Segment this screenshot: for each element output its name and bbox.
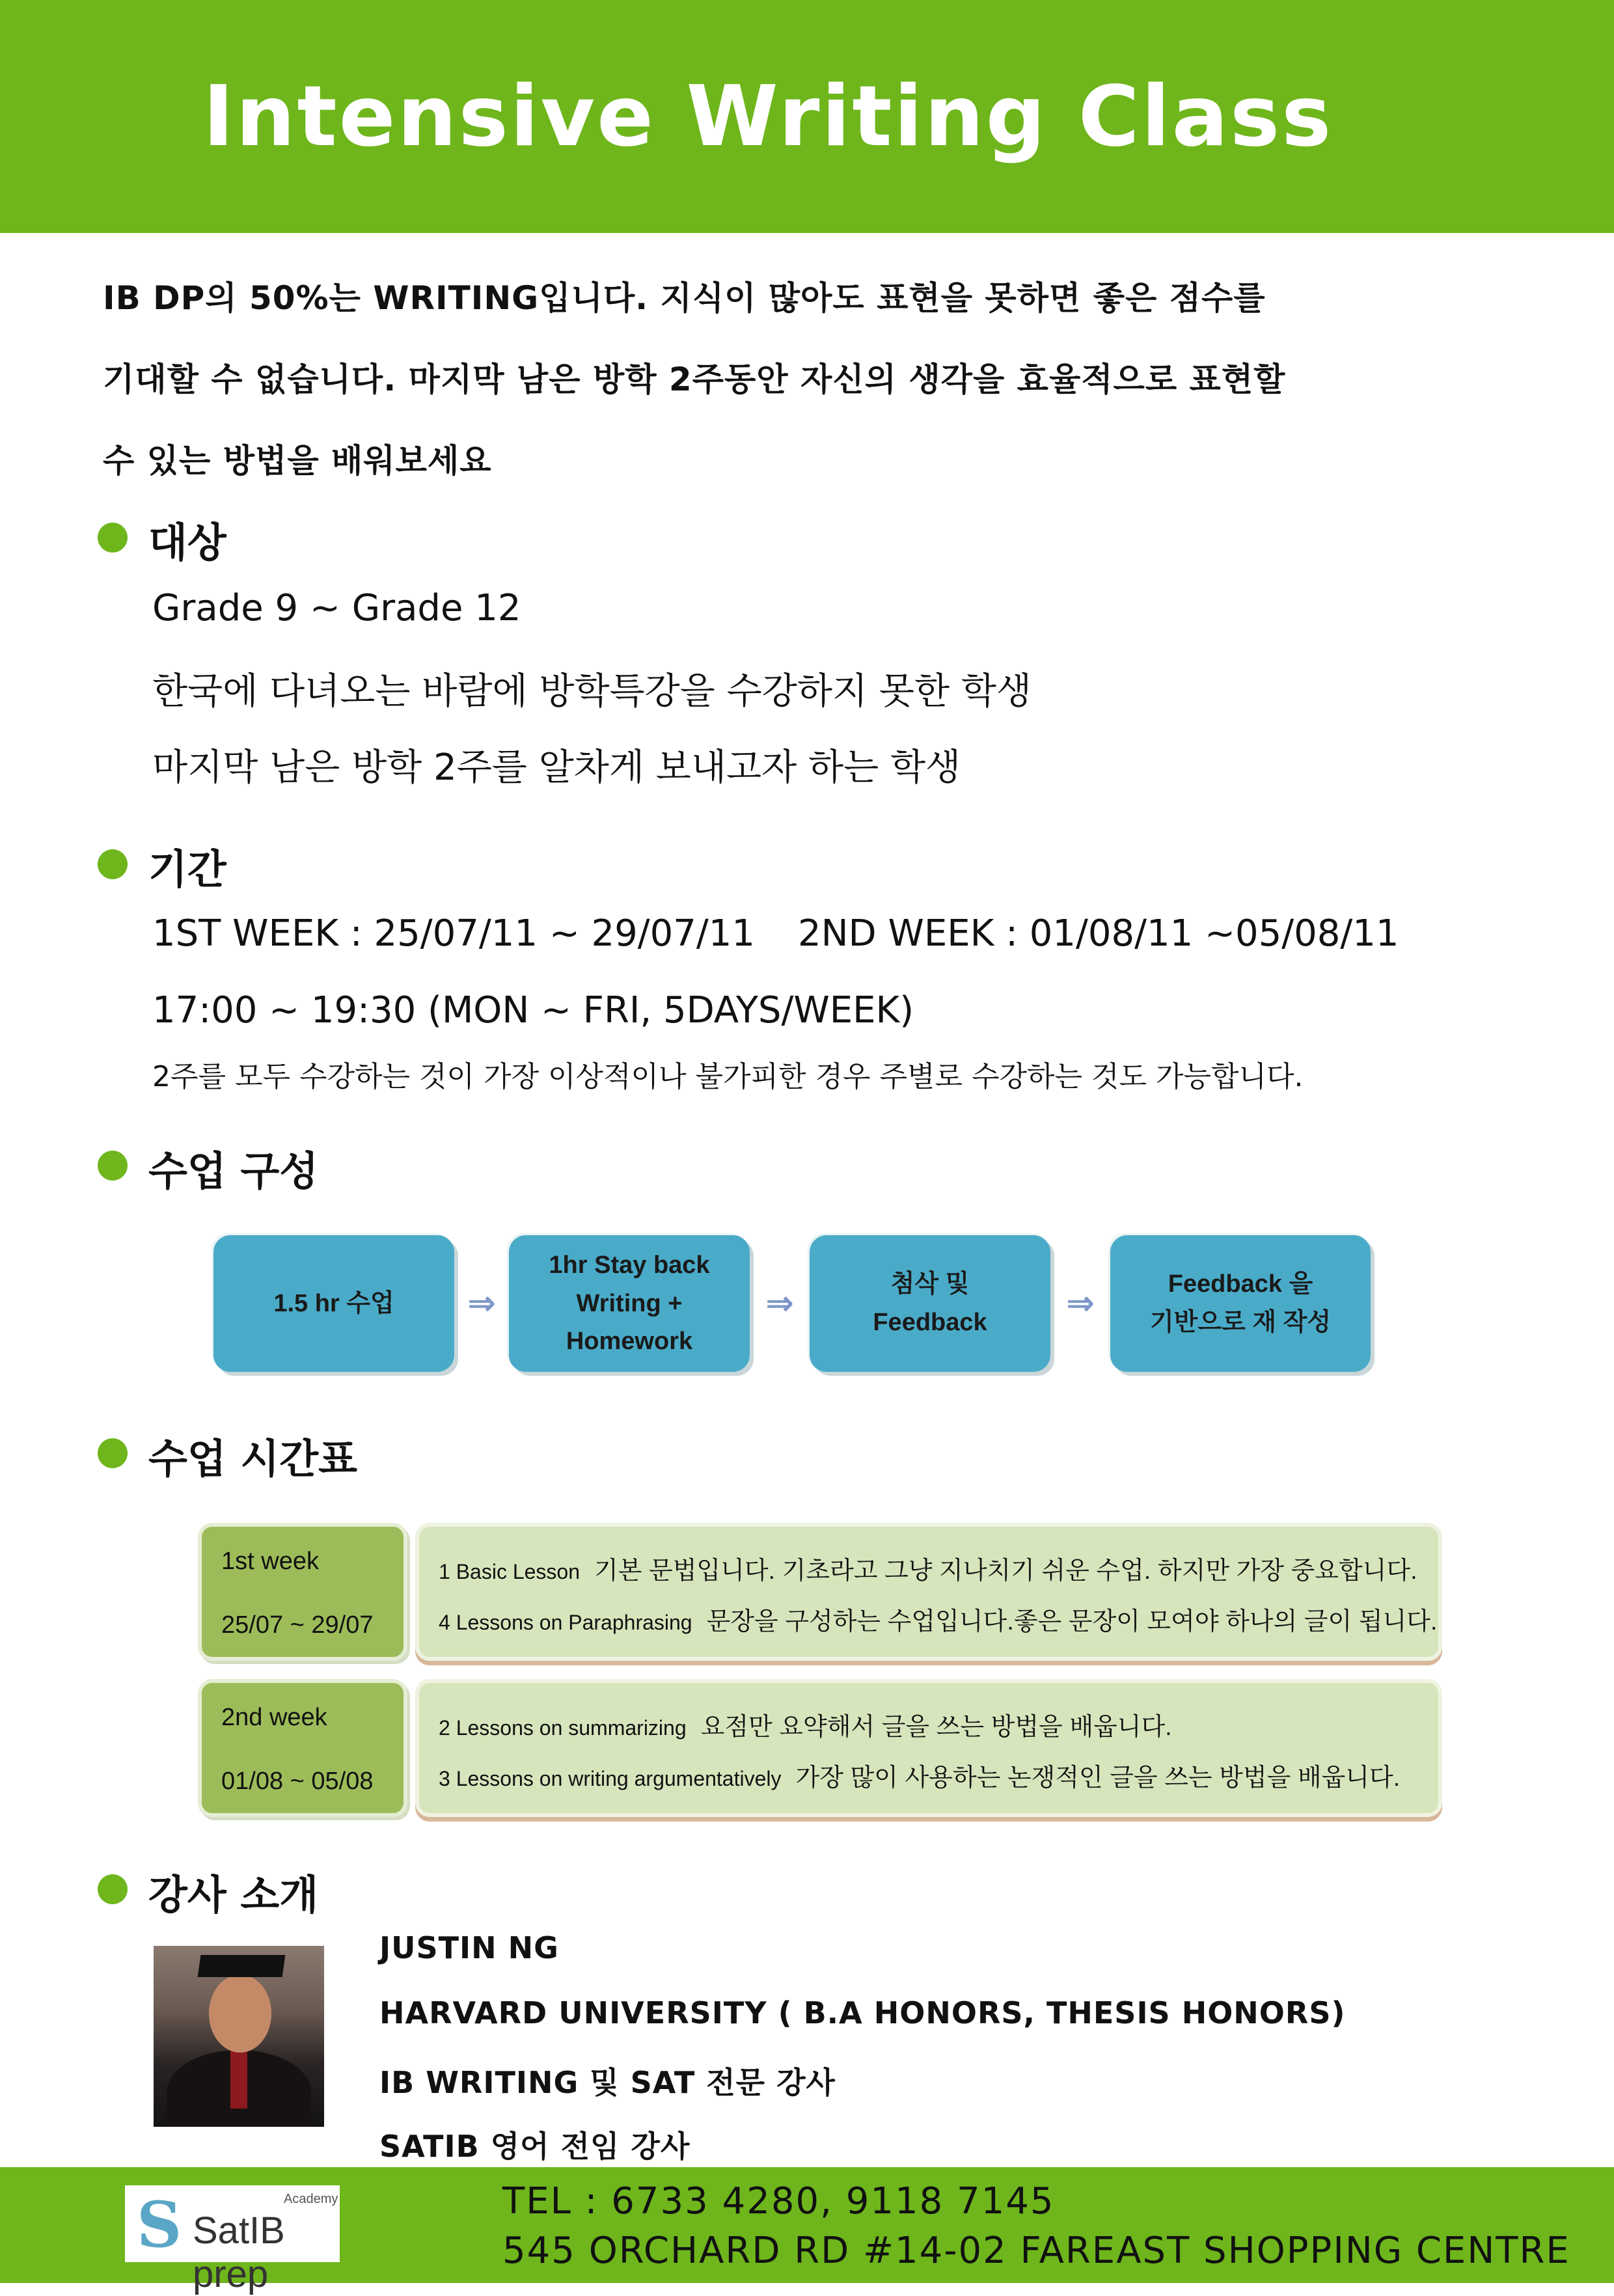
week-label-box <box>198 1523 407 1661</box>
lesson-item <box>439 1706 1172 1742</box>
flow-step-1 <box>213 1235 454 1372</box>
week-label: 2nd week <box>221 1704 327 1731</box>
lesson-description: 요점만 요약해서 글을 쓰는 방법을 배웁니다. <box>700 1714 1172 1741</box>
lesson-item <box>439 1757 1400 1793</box>
lesson-title: 2 Lessons on summarizing <box>439 1716 687 1740</box>
instructor-line: IB WRITING 및 SAT 전문 강사 <box>379 2065 836 2100</box>
footer-address: 545 ORCHARD RD #14-02 FAREAST SHOPPING CENTRE <box>502 2230 1570 2272</box>
arrow-right-icon: ⇒ <box>765 1284 794 1323</box>
week-description-box <box>415 1679 1442 1817</box>
period-week2: 2ND WEEK : 01/08/11 ~05/08/11 <box>798 912 1399 955</box>
period-week1: 1ST WEEK : 25/07/11 ~ 29/07/11 <box>152 912 756 955</box>
lesson-description: 기본 문법입니다. 기초라고 그냥 지나치기 쉬운 수업. 하지만 가장 중요합니다. <box>594 1557 1417 1585</box>
lesson-title: 4 Lessons on Paraphrasing <box>439 1611 692 1634</box>
flow-step-text: 첨삭 및 <box>890 1270 970 1298</box>
flow-step-2 <box>509 1235 750 1372</box>
lesson-description: 문장을 구성하는 수업입니다.좋은 문장이 모여야 하나의 글이 됩니다. <box>706 1608 1438 1635</box>
arrow-right-icon: ⇒ <box>1066 1284 1095 1323</box>
flow-step-text: Feedback <box>873 1309 987 1336</box>
lesson-item <box>439 1601 1437 1637</box>
section-title-period: 기간 <box>148 845 226 893</box>
bullet-icon <box>98 1438 128 1468</box>
week-dates: 25/07 ~ 29/07 <box>221 1611 374 1639</box>
lesson-item <box>439 1550 1417 1586</box>
academy-logo <box>125 2185 340 2295</box>
week-label-box <box>198 1679 407 1817</box>
section-title-schedule: 수업 시간표 <box>148 1435 358 1483</box>
lesson-title: 3 Lessons on writing argumentatively <box>439 1767 782 1790</box>
intro-line-3: 수 있는 방법을 배워보세요 <box>103 442 492 480</box>
flow-step-text: 기반으로 재 작성 <box>1149 1309 1332 1336</box>
logo-subtitle: Academy <box>284 2192 338 2206</box>
bullet-icon <box>98 849 128 879</box>
header-banner <box>0 0 1614 233</box>
instructor-name: JUSTIN NG <box>379 1930 559 1965</box>
week-description-box <box>415 1523 1442 1661</box>
intro-line-1: IB DP의 50%는 WRITING입니다. 지식이 많아도 표현을 못하면 좋은 점수를 <box>103 279 1266 317</box>
bullet-icon <box>98 1151 128 1181</box>
week-dates: 01/08 ~ 05/08 <box>221 1768 374 1795</box>
flow-step-3 <box>810 1235 1050 1372</box>
flow-step-text: Homework <box>566 1328 693 1356</box>
bullet-icon <box>98 1874 128 1904</box>
section-title-target: 대상 <box>148 519 226 566</box>
target-line: 마지막 남은 방학 2주를 알차게 보내고자 하는 학생 <box>152 746 961 789</box>
flow-step-text: Writing + <box>576 1289 683 1317</box>
flow-step-text: Feedback 을 <box>1168 1270 1313 1298</box>
page-title: Intensive Writing Class <box>202 68 1334 165</box>
flow-step-text: 1hr Stay back <box>549 1251 710 1279</box>
period-time: 17:00 ~ 19:30 (MON ~ FRI, 5DAYS/WEEK) <box>152 989 914 1032</box>
lesson-title: 1 Basic Lesson <box>439 1560 581 1583</box>
footer-banner <box>0 2167 1614 2295</box>
flow-step-text: 1.5 hr 수업 <box>273 1289 394 1317</box>
instructor-line: SATIB 영어 전임 강사 <box>379 2129 691 2164</box>
logo-name: SatIB prep <box>193 2209 285 2295</box>
section-title-instructor: 강사 소개 <box>148 1871 319 1919</box>
week-label: 1st week <box>221 1548 319 1575</box>
instructor-photo <box>154 1946 324 2127</box>
target-line: Grade 9 ~ Grade 12 <box>152 587 521 629</box>
section-title-structure: 수업 구성 <box>148 1147 319 1195</box>
intro-line-2: 기대할 수 없습니다. 마지막 남은 방학 2주동안 자신의 생각을 효율적으로 표현할 <box>103 361 1286 398</box>
arrow-right-icon: ⇒ <box>467 1284 496 1323</box>
bullet-icon <box>98 523 128 553</box>
lesson-description: 가장 많이 사용하는 논쟁적인 글을 쓰는 방법을 배웁니다. <box>795 1764 1401 1792</box>
footer-tel: TEL : 6733 4280, 9118 7145 <box>502 2180 1055 2222</box>
flow-step-4 <box>1110 1235 1371 1372</box>
instructor-line: HARVARD UNIVERSITY ( B.A HONORS, THESIS HONORS) <box>379 1995 1346 2030</box>
period-note: 2주를 모두 수강하는 것이 가장 이상적이나 불가피한 경우 주별로 수강하는 것도 가능합니다. <box>152 1060 1304 1093</box>
target-line: 한국에 다녀오는 바람에 방학특강을 수강하지 못한 학생 <box>152 670 1032 713</box>
logo-swoosh-icon: S <box>137 2188 182 2262</box>
